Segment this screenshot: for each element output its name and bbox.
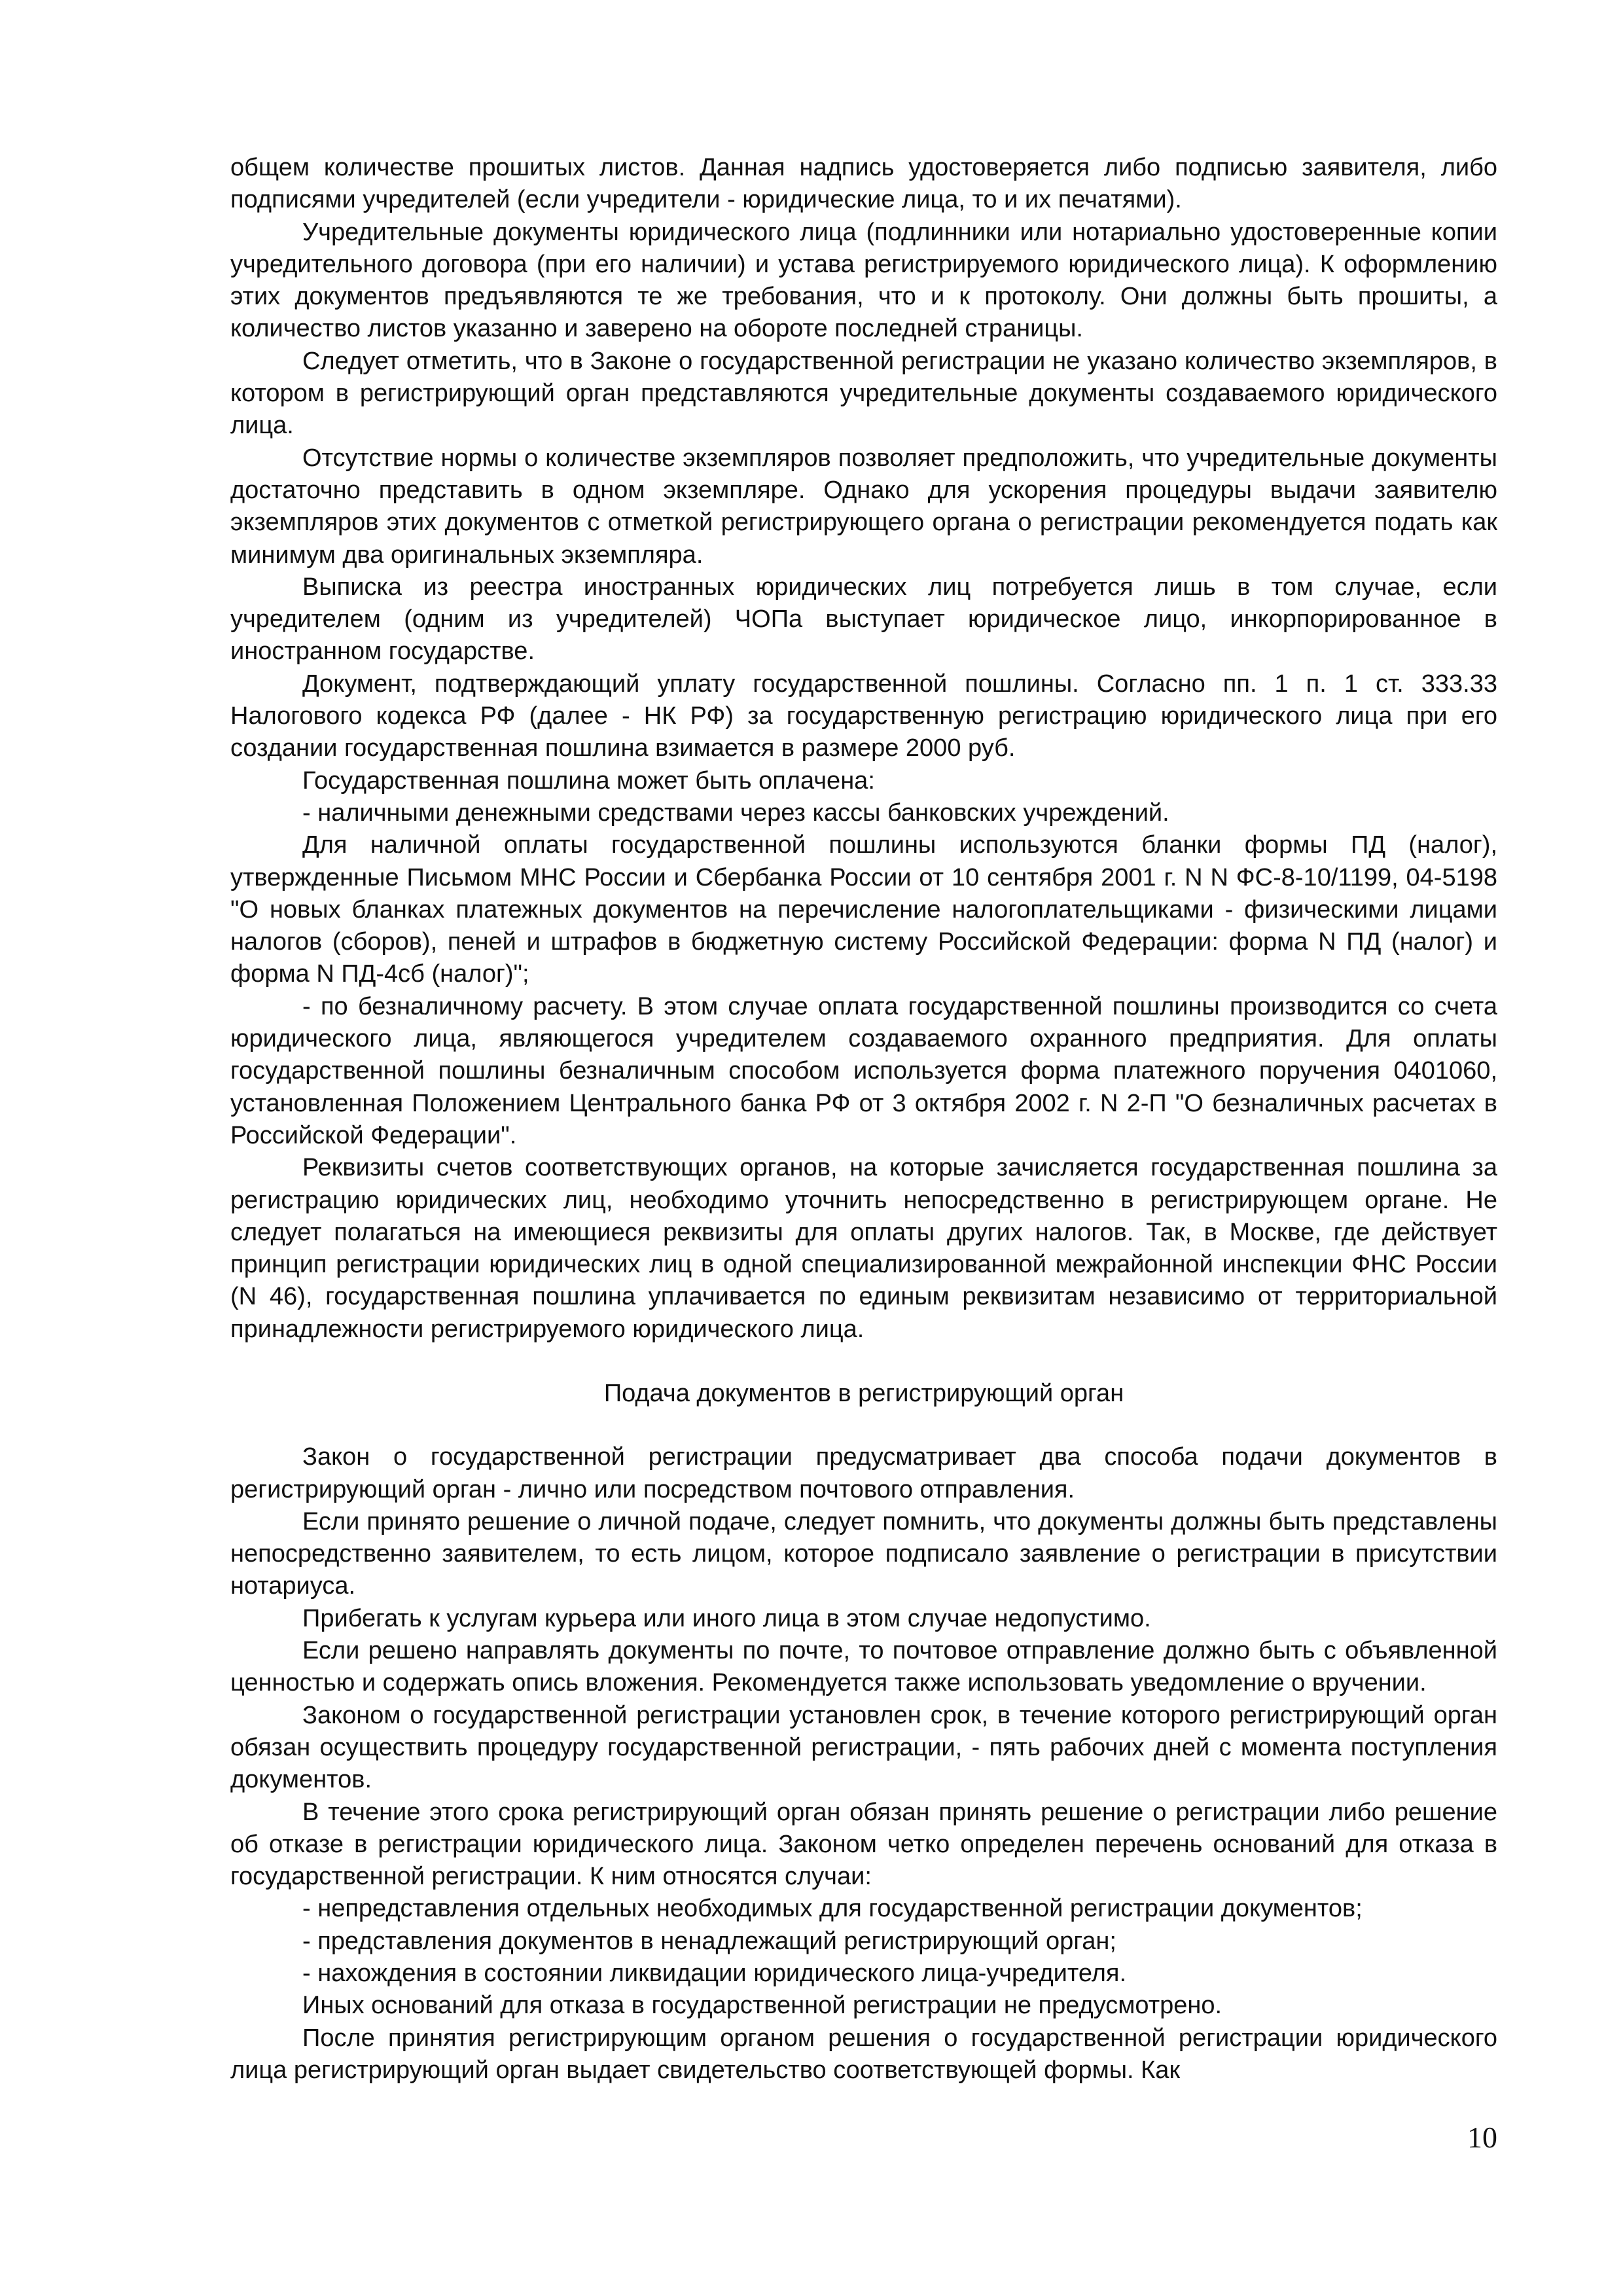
list-item: - нахождения в состоянии ликвидации юридического лица-учредителя. bbox=[302, 1960, 1127, 1988]
document-page bbox=[230, 152, 1497, 2087]
paragraph: Если принято решение о личной подаче, следует помнить, что документы должны быть представлены непосредственно заявителем, то есть лицом, которое подписало заявление о регистрации в присутствии нотариуса. bbox=[230, 1507, 1497, 1600]
paragraph: Отсутствие нормы о количестве экземпляров позволяет предположить, что учредительные документы достаточно представить в одном экземпляре. Однако для ускорения процедуры выдачи заявителю экземпляров этих документов с отметкой регистрирующего органа о регистрации рекомендуется подать как минимум два оригинальных экземпляра. bbox=[230, 444, 1497, 569]
paragraph: Если решено направлять документы по почте, то почтовое отправление должно быть с объявленной ценностью и содержать опись вложения. Рекомендуется также использовать уведомление о вручении. bbox=[230, 1637, 1497, 1697]
paragraph: В течение этого срока регистрирующий орган обязан принять решение о регистрации либо решение об отказе в регистрации юридического лица. Законом четко определен перечень оснований для отказа в государственной регистрации. К ним относятся случаи: bbox=[230, 1798, 1497, 1891]
paragraph: Учредительные документы юридического лица (подлинники или нотариально удостоверенные копии учредительного договора (при его наличии) и устава регистрируемого юридического лица). К оформлению этих документов предъявляются те же требования, что и к протоколу. Они должны быть прошиты, а количество листов указанно и заверено на обороте последней страницы. bbox=[230, 218, 1497, 343]
section-heading: Подача документов в регистрирующий орган bbox=[603, 1379, 1124, 1407]
paragraph: После принятия регистрирующим органом решения о государственной регистрации юридического лица регистрирующий орган выдает свидетельство соответствующей формы. Как bbox=[230, 2024, 1497, 2084]
paragraph: Иных оснований для отказа в государственной регистрации не предусмотрено. bbox=[302, 1992, 1222, 2020]
list-item: - непредставления отдельных необходимых для государственной регистрации документов; bbox=[302, 1895, 1363, 1923]
paragraph: общем количестве прошитых листов. Данная надпись удостоверяется либо подписью заявителя, либо подписями учредителей (если учредители - юридические лица, то и их печатями). bbox=[230, 154, 1497, 214]
paragraph: Закон о государственной регистрации предусматривает два способа подачи документов в регистрирующий орган - лично или посредством почтового отправления. bbox=[230, 1443, 1497, 1503]
paragraph: Для наличной оплаты государственной пошлины используются бланки формы ПД (налог), утвержденные Письмом МНС России и Сбербанка России от 10 сентября 2001 г. N N ФС-8-10/1199, 04-5198 "О новых бланках платежных документов на перечисление налогоплательщиками - физическими лицами налогов (сборов), пеней и штрафов в бюджетную систему Российской Федерации: форма N ПД (налог) и форма N ПД-4сб (налог)"; bbox=[230, 831, 1497, 988]
paragraph: Законом о государственной регистрации установлен срок, в течение которого регистрирующий орган обязан осуществить процедуру государственной регистрации, - пять рабочих дней с момента поступления документов. bbox=[230, 1701, 1497, 1794]
list-item: - по безналичному расчету. В этом случае оплата государственной пошлины производится со счета юридического лица, являющегося учредителем создаваемого охранного предприятия. Для оплаты государственной пошлины безналичным способом используется форма платежного поручения 0401060, установленная Положением Центрального банка РФ от 3 октября 2002 г. N 2-П "О безналичных расчетах в Российской Федерации". bbox=[230, 992, 1497, 1149]
paragraph: Прибегать к услугам курьера или иного лица в этом случае недопустимо. bbox=[302, 1604, 1151, 1632]
page-number: 10 bbox=[1467, 2121, 1497, 2154]
list-item: - представления документов в ненадлежащий регистрирующий орган; bbox=[302, 1927, 1116, 1955]
paragraph: Реквизиты счетов соответствующих органов, на которые зачисляется государственная пошлина за регистрацию юридических лиц, необходимо уточнить непосредственно в регистрирующем органе. Не следует полагаться на имеющиеся реквизиты для оплаты других налогов. Так, в Москве, где действует принцип регистрации юридических лиц в одной специализированной межрайонной инспекции ФНС России (N 46), государственная пошлина уплачивается по единым реквизитам независимо от территориальной принадлежности регистрируемого юридического лица. bbox=[230, 1154, 1497, 1343]
paragraph: Выписка из реестра иностранных юридических лиц потребуется лишь в том случае, если учредителем (одним из учредителей) ЧОПа выступает юридическое лицо, инкорпорированное в иностранном государстве. bbox=[230, 573, 1497, 666]
list-item: - наличными денежными средствами через кассы банковских учреждений. bbox=[302, 798, 1169, 827]
paragraph: Следует отметить, что в Законе о государственной регистрации не указано количество экземпляров, в котором в регистрирующий орган представляются учредительные документы создаваемого юридического лица. bbox=[230, 347, 1497, 440]
paragraph: Документ, подтверждающий уплату государственной пошлины. Согласно пп. 1 п. 1 ст. 333.33 Налогового кодекса РФ (далее - НК РФ) за государственную регистрацию юридического лица при его создании государственная пошлина взимается в размере 2000 руб. bbox=[230, 670, 1497, 762]
paragraph: Государственная пошлина может быть оплачена: bbox=[302, 766, 875, 795]
